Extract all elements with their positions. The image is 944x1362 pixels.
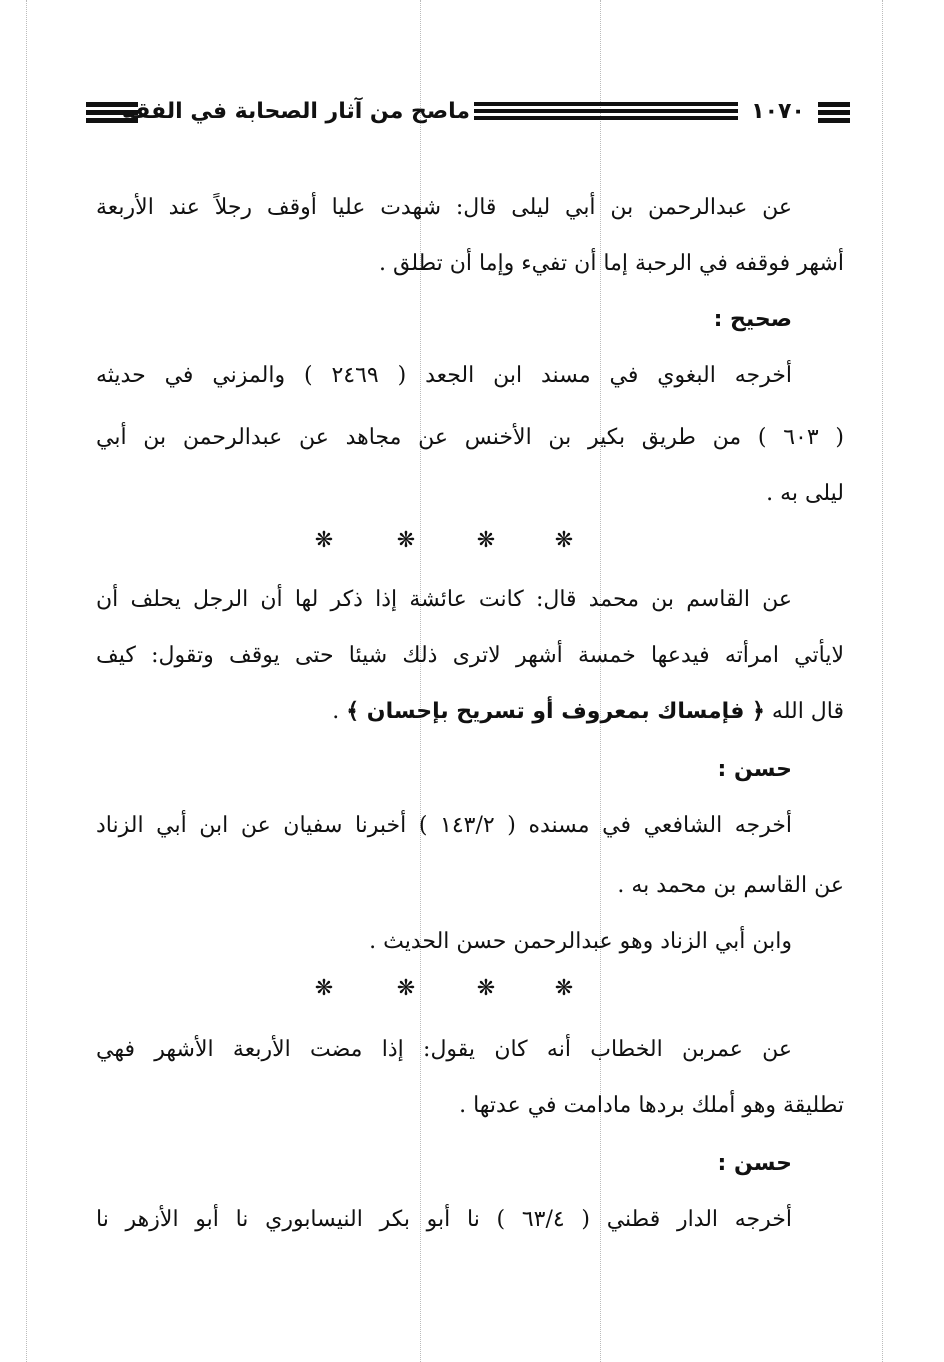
- text-line: ليلى به .: [766, 481, 844, 506]
- header-rule: [474, 102, 738, 106]
- star-ornament: ❋: [396, 976, 416, 1001]
- text-line: أخرجه الدار قطني ( ٦٣/٤ ) نا أبو بكر النيسابوري نا أبو الأزهر نا: [96, 1207, 792, 1232]
- star-ornament: ❋: [476, 528, 496, 553]
- star-ornament: ❋: [554, 528, 574, 553]
- header-rule: [818, 102, 850, 107]
- grading-heading: حسن :: [717, 757, 792, 782]
- text-line: تطليقة وهو أملك بردها مادامت في عدتها .: [459, 1093, 844, 1118]
- text-line: عن القاسم بن محمد قال: كانت عائشة إذا ذكر لها أن الرجل يحلف أن: [96, 587, 792, 612]
- text-line: [96, 692, 844, 732]
- text-line: لايأتي امرأته فيدعها خمسة أشهر لاترى ذلك شيئا حتى يوقف وتقول: كيف: [96, 643, 844, 668]
- scan-guide: [882, 0, 883, 1362]
- text-line: أخرجه الشافعي في مسنده ( ١٤٣/٢ ) أخبرنا سفيان عن ابن أبي الزناد: [96, 813, 793, 838]
- text-line: وابن أبي الزناد وهو عبدالرحمن حسن الحديث .: [369, 929, 792, 954]
- text-line: ( ٦٠٣ ) من طريق بكير بن الأخنس عن مجاهد عن عبدالرحمن بن أبي: [96, 425, 844, 450]
- text-line: عن القاسم بن محمد به .: [617, 873, 844, 898]
- header-rule: [474, 109, 738, 113]
- text-line: عن عمربن الخطاب أنه كان يقول: إذا مضت الأربعة الأشهر فهي: [96, 1037, 792, 1062]
- star-ornament: ❋: [476, 976, 496, 1001]
- section-separator: [0, 526, 944, 556]
- scan-guide: [26, 0, 27, 1362]
- grading-heading: صحيح :: [713, 307, 792, 332]
- quran-quote: ﴿ فإمساك بمعروف أو تسريح بإحسان ﴾: [346, 699, 765, 724]
- star-ornament: ❋: [314, 976, 334, 1001]
- text-line: عن عبدالرحمن بن أبي ليلى قال: شهدت عليا أوقف رجلاً عند الأربعة: [96, 195, 792, 220]
- header-rule: [818, 118, 850, 123]
- text-segment: قال الله: [771, 699, 844, 724]
- text-line: أشهر فوقفه في الرحبة إما أن تفيء وإما أن تطلق .: [378, 251, 844, 276]
- header-rule: [818, 110, 850, 115]
- star-ornament: ❋: [396, 528, 416, 553]
- text-segment: .: [332, 699, 340, 724]
- star-ornament: ❋: [314, 528, 334, 553]
- header-rule: [474, 116, 738, 120]
- page-number: ١٠٧٠: [751, 99, 805, 124]
- star-ornament: ❋: [554, 976, 574, 1001]
- header-title: ماصح من آثار الصحابة في الفقه: [121, 99, 470, 124]
- text-line: أخرجه البغوي في مسند ابن الجعد ( ٢٤٦٩ ) والمزني في حديثه: [96, 363, 793, 388]
- running-header: [0, 92, 944, 132]
- section-separator: [0, 974, 944, 1004]
- grading-heading: حسن :: [717, 1151, 792, 1176]
